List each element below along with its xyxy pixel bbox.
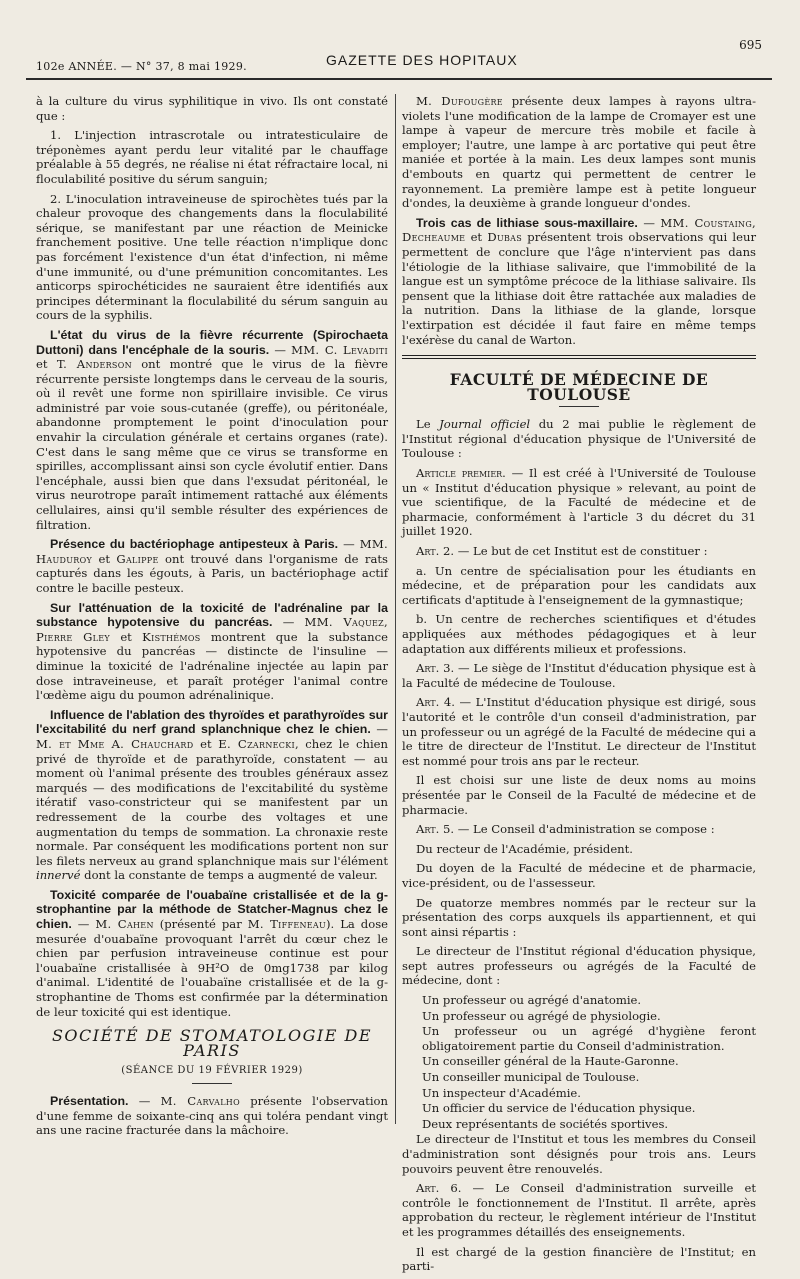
- italic-term: innervé: [36, 868, 81, 883]
- article-heading: Présentation.: [50, 1094, 129, 1108]
- connector-text: et: [92, 551, 117, 566]
- connector-text: et: [465, 230, 488, 245]
- article-body: montrent que la substance hypotensive du pancréas — distincte de l'insuline — diminue la toxicité de l'adrénaline injectée au lapin par dose intraveineuse, et paraît protéger l'animal contre l'œdème aigu du poumon adrénalinique.: [36, 629, 388, 703]
- article-body: dont la constante de temps a augmenté de valeur.: [80, 868, 378, 883]
- list-item: Un conseiller municipal de Toulouse.: [422, 1070, 640, 1085]
- clause-body: — L'Institut d'éducation physique est dirigé, sous l'autorité et le contrôle d'un conseil d'administration, par un professeur ou un agrégé de la Faculté de médecine qui a le titre de directeur de l'Institut. Le directeur de l'Institut est nommé pour trois ans par le recteur.: [402, 695, 757, 768]
- author-names: M. Cahen: [95, 917, 154, 932]
- clause-body: — Le siège de l'Institut d'éducation physique est à la Faculté de médecine de Toulouse.: [402, 661, 756, 690]
- intro-text: Le: [416, 417, 440, 432]
- author-names: M. Carvalho: [160, 1094, 240, 1108]
- author-names: Galippe: [116, 551, 159, 566]
- paragraph: [402, 417, 756, 461]
- paragraph: a. Un centre de spécialisation pour les étudiants en médecine, et de préparation pour les candidats aux certificats d'aptitude à l'enseignement de la gymnastique;: [402, 563, 756, 607]
- article-body: ont montré que le virus de la fièvre récurrente persiste longtemps dans le cerveau de la souris, où il revêt une forme non spirillaire invisible. Ce virus administré par voie sous-cutanée (greffe), ou péritonéale, abandonne promptement le point d'inoculation pour envahir la circulation générale et certains organes (rate). C'est dans le sang même que ce virus se transforme en spirilles, accomplissant ainsi son cycle évolutif entier. Dans l'encéphale, aussi bien que dans l'exsudat péritonéal, le virus neurotrope paraît intimement rattaché aux éléments cellulaires, ainsi qu'il semble résulter des expériences de filtration.: [36, 357, 389, 532]
- article-heading: Toxicité comparée de l'ouabaïne cristallisée et de la g-strophantine par la méthode de Statcher-Magnus chez le chien.: [36, 887, 388, 932]
- article-entry: [402, 94, 756, 211]
- page-number: 695: [739, 38, 762, 52]
- clause-body: — Il est créé à l'Université de Toulouse un « Institut d'éducation physique » relevant, au point de vue scientifique, de la Faculté de médecine et de pharmacie, conformément à l'article 3 du décret du 31 juillet 1920.: [402, 466, 756, 539]
- clause-body: — Le Conseil d'administration surveille et contrôle le fonctionnement de l'Institut. Il arrête, après approbation du recteur, le règlement intérieur de l'Institut et les programmes détaillés des enseignements.: [402, 1181, 756, 1239]
- list-item: Un officier du service de l'éducation physique.: [422, 1101, 696, 1116]
- list-item: Un professeur ou agrégé d'anatomie.: [422, 993, 642, 1008]
- article-clause: [402, 822, 756, 837]
- article-clause: [402, 661, 756, 690]
- issue-info: 102e ANNÉE. — N° 37, 8 mai 1929.: [36, 60, 247, 73]
- author-names: Dubas: [487, 230, 523, 245]
- author-names: M. Dufougère: [416, 94, 503, 108]
- section-divider: [192, 1083, 232, 1084]
- clause-body: — Le but de cet Institut est de constituer :: [454, 544, 708, 559]
- paragraph: Il est choisi sur une liste de deux noms au moins présentée par le Conseil de la Faculté de médecine et de pharmacie.: [402, 773, 756, 817]
- left-column: [36, 94, 388, 1143]
- article-body: ). La dose mesurée d'ouabaïne provoquant l'arrêt du cœur chez le chien par perfusion intraveineuse continue est pour l'ouabaïne cristallisée à 9H²O de 0mg1738 par kilog d'animal. L'identité de l'ouabaïne cristallisée et de la g-strophantine de Thoms est confirmée par la détermination de leur toxicité qui est identique.: [36, 917, 389, 1019]
- list-item: Deux représentants de sociétés sportives.: [422, 1116, 669, 1131]
- article-entry: Présence du bactériophage antipesteux à Paris. — MM. Hauduroy et Galippe ont trouvé dans l'organisme de rats capturés dans les égouts, à Paris, un bactériophage actif contre le bacille pesteux.: [36, 537, 389, 595]
- article-clause: [402, 466, 756, 539]
- paragraph: b. Un centre de recherches scientifiques et d'études appliquées aux méthodes pédagogiques et à leur adaptation aux différents milieux et professions.: [402, 612, 756, 656]
- article-body: ont trouvé dans l'organisme de rats capturés dans les égouts, à Paris, un bactériophage actif contre le bacille pesteux.: [36, 551, 388, 595]
- article-clause: [402, 1181, 756, 1239]
- article-entry: Sur l'atténuation de la toxicité de l'adrénaline par la substance hypotensive du pancréas. — MM. Vaquez, Pierre Gley et Kisthémos montrent que la substance hypotensive du pancréas — distincte de l'insuline — diminue la toxicité de l'adrénaline injectée au lapin par dose intraveineuse, et paraît protéger l'animal contre l'œdème aigu du poumon adrénalinique.: [36, 600, 389, 703]
- paragraph: 1. L'injection intrascrotale ou intratesticulaire de tréponèmes ayant perdu leur vitalité par le chauffage préalable à 55 degrés, ne réalise ni état réfractaire local, ni floculabilité positive du sérum sanguin;: [36, 128, 388, 186]
- article-entry: Présentation. — M. Carvalho présente l'observation d'une femme de soixante-cinq ans qui toléra pendant vingt ans une racine fracturée dans la mâchoire.: [36, 1094, 388, 1138]
- article-entry: Influence de l'ablation des thyroïdes et parathyroïdes sur l'excitabilité du nerf grand splanchnique chez le chien. — M. et Mme A. Chauchard et E. Czarnecki, chez le chien privé de thyroïde et de parathyroïde, constatent — au moment où l'animal présente des troubles généraux assez marqués — des modifications de l'excitabilité du système itératif vaso-constricteur qui se manifestent par un redressement de la courbe des voltages et une augmentation du temps de sommation. La chronaxie reste normale. Par conséquent les modifications portent non sur les filets nerveux au grand splanchnique mais sur l'élément innervé dont la constante de temps a augmenté de valeur.: [36, 707, 389, 883]
- list-item: Un professeur ou agrégé de physiologie.: [422, 1008, 661, 1023]
- author-names: M. Tiffeneau: [247, 917, 327, 932]
- council-member-list: [402, 993, 756, 1131]
- paragraph: De quatorze membres nommés par le recteur sur la présentation des corps auxquels ils appartiennent, et qui sont ainsi répartis :: [402, 895, 756, 939]
- author-names: E. Czarnecki: [218, 736, 295, 751]
- author-names: MM. Coustaing, Decheaume: [402, 215, 757, 245]
- journal-title: GAZETTE DES HOPITAUX: [326, 52, 518, 68]
- clause-body: — Le Conseil d'administration se compose :: [454, 822, 715, 837]
- connector-text: (présenté par: [153, 917, 248, 932]
- list-item: Un inspecteur d'Académie.: [422, 1085, 581, 1100]
- column-divider: [395, 94, 396, 1124]
- page-header: [26, 38, 772, 80]
- author-names: MM. C. Levaditi: [291, 342, 388, 357]
- article-heading: Influence de l'ablation des thyroïdes et parathyroïdes sur l'excitabilité du nerf grand splanchnique chez le chien.: [36, 707, 388, 737]
- session-date: (SÉANCE DU 19 FÉVRIER 1929): [121, 1065, 303, 1077]
- article-label: Art. 6.: [416, 1181, 462, 1196]
- author-names: MM. Hauduroy: [36, 537, 389, 566]
- article-entry: Trois cas de lithiase sous-maxillaire. — MM. Coustaing, Decheaume et Dubas présentent trois observations qui leur permettent de conclure que l'âge n'intervient pas dans l'étiologie de la lithiase salivaire, que l'immobilité de la langue est un symptôme précoce de la lithiase salivaire. Ils pensent que la lithiase doit être rattachée aux maladies de la nutrition. Dans la lithiase de la glande, lorsque l'extirpation est décidée il faut faire en même temps l'exérèse du canal de Warton.: [402, 215, 757, 347]
- article-heading: Présence du bactériophage antipesteux à Paris.: [50, 537, 339, 552]
- article-entry: L'état du virus de la fièvre récurrente (Spirochaeta Duttoni) dans l'encéphale de la souris. — MM. C. Levaditi et T. Anderson ont montré que le virus de la fièvre récurrente persiste longtemps dans le cerveau de la souris, où il revêt une forme non spirillaire invisible. Ce virus administré par voie sous-cutanée (greffe), ou péritonéale, abandonne promptement le point d'inoculation pour envahir la circulation générale et certains organes (rate). C'est dans le sang même que ce virus se transforme en spirilles, accomplissant ainsi son cycle évolutif entier. Dans l'encéphale, aussi bien que dans l'exsudat péritonéal, le virus neurotrope paraît intimement rattaché aux éléments cellulaires, ainsi qu'il semble résulter des expériences de filtration.: [36, 327, 389, 532]
- intro-text: du 2 mai publie le règlement de l'Institut régional d'éducation physique de l'Université de Toulouse :: [402, 417, 756, 461]
- article-heading: L'état du virus de la fièvre récurrente (Spirochaeta Duttoni) dans l'encéphale de la souris.: [36, 327, 388, 357]
- paragraph: Du doyen de la Faculté de médecine et de pharmacie, vice-président, ou de l'assesseur.: [402, 861, 756, 890]
- author-names: Kisthémos: [142, 629, 201, 644]
- article-heading: Trois cas de lithiase sous-maxillaire.: [416, 215, 638, 230]
- article-label: Art. 5.: [416, 822, 455, 837]
- author-names: T. Anderson: [56, 357, 132, 372]
- paragraph: Du recteur de l'Académie, président.: [416, 841, 633, 856]
- connector-text: et: [36, 357, 57, 372]
- connector-text: et: [110, 629, 143, 644]
- author-names: MM. Vaquez, Pierre Gley: [36, 615, 389, 644]
- article-label: Art. 2.: [416, 544, 455, 559]
- paragraph: Le directeur de l'Institut régional d'éducation physique, sept autres professeurs ou agrégés de la Faculté de médecine, dont :: [402, 944, 756, 988]
- article-label: Article premier.: [416, 466, 506, 481]
- article-body: présente l'observation d'une femme de soixante-cinq ans qui toléra pendant vingt ans une racine fracturée dans la mâchoire.: [36, 1094, 388, 1138]
- section-divider: [402, 355, 756, 359]
- article-clause: [402, 695, 756, 768]
- author-names: M. et Mme A. Chauchard: [36, 736, 194, 751]
- paragraph: Il est chargé de la gestion financière de l'Institut; en parti-: [402, 1244, 756, 1274]
- article-clause: [402, 544, 756, 559]
- society-title: SOCIÉTÉ DE STOMATOLOGIE DE PARIS: [51, 1026, 373, 1060]
- right-column: [402, 94, 756, 1279]
- article-label: Art. 3.: [416, 661, 455, 676]
- article-heading: Sur l'atténuation de la toxicité de l'adrénaline par la substance hypotensive du pancréas.: [36, 600, 388, 630]
- journal-reference: Journal officiel: [439, 417, 531, 432]
- faculty-title: FACULTÉ DE MÉDECINE DE TOULOUSE: [449, 370, 709, 404]
- list-item: Un professeur ou un agrégé d'hygiène feront obligatoirement partie du Conseil d'administration.: [422, 1024, 756, 1053]
- article-label: Art. 4.: [416, 695, 455, 710]
- section-divider: [559, 406, 599, 407]
- paragraph: à la culture du virus syphilitique in vivo. Ils ont constaté que :: [36, 94, 388, 123]
- connector-text: et: [193, 736, 219, 751]
- list-item: Un conseiller général de la Haute-Garonne.: [422, 1054, 679, 1069]
- article-entry: Toxicité comparée de l'ouabaïne cristallisée et de la g-strophantine par la méthode de Statcher-Magnus chez le chien. — M. Cahen (présenté par M. Tiffeneau). La dose mesurée d'ouabaïne provoquant l'arrêt du cœur chez le chien par perfusion intraveineuse continue est pour l'ouabaïne cristallisée à 9H²O de 0mg1738 par kilog d'animal. L'identité de l'ouabaïne cristallisée et de la g-strophantine de Thoms est confirmée par la détermination de leur toxicité qui est identique.: [36, 887, 389, 1019]
- article-body: , chez le chien privé de thyroïde et de parathyroïde, constatent — au moment où l'animal présente des troubles généraux assez marqués — des modifications de l'excitabilité du système itératif vaso-constricteur qui se manifestent par un redressement de la courbe des voltages et une augmentation du temps de sommation. La chronaxie reste normale. Par conséquent les modifications portent non sur les filets nerveux au grand splanchnique mais sur l'élément: [36, 736, 388, 868]
- paragraph: 2. L'inoculation intraveineuse de spirochètes tués par la chaleur provoque des changements dans la floculabilité sérique, se manifestant par une réaction de Meinicke franchement positive. Une telle réaction n'implique donc pas forcément l'existence d'un état d'infection, ni même d'une immunité, ou d'une prémunition concomitantes. Les anticorps spirochéticides ne sauraient être identifiés aux principes déterminant la floculabilité du sérum sanguin au cours de la syphilis.: [36, 191, 388, 323]
- article-body: présentent trois observations qui leur permettent de conclure que l'âge n'intervient pas dans l'étiologie de la lithiase salivaire, que l'immobilité de la langue est un symptôme précoce de la lithiase salivaire. Ils pensent que la lithiase doit être rattachée aux maladies de la nutrition. Dans la lithiase de la glande, lorsque l'extirpation est décidée il faut faire en même temps l'exérèse du canal de Warton.: [402, 230, 756, 347]
- article-body: présente deux lampes à rayons ultra-violets l'une modification de la lampe de Cromayer est une lampe à vapeur de mercure très mobile et facile à employer; l'autre, une lampe à arc portative qui peut être maniée et portée à la main. Les deux lampes sont munis d'embouts en quartz qui permettent de centrer le rayonnement. La première lampe est à petite longueur d'ondes, la deuxième à grande longueur d'ondes.: [402, 94, 756, 211]
- paragraph: Le directeur de l'Institut et tous les membres du Conseil d'administration sont désignés pour trois ans. Leurs pouvoirs peuvent être renouvelés.: [402, 1132, 756, 1176]
